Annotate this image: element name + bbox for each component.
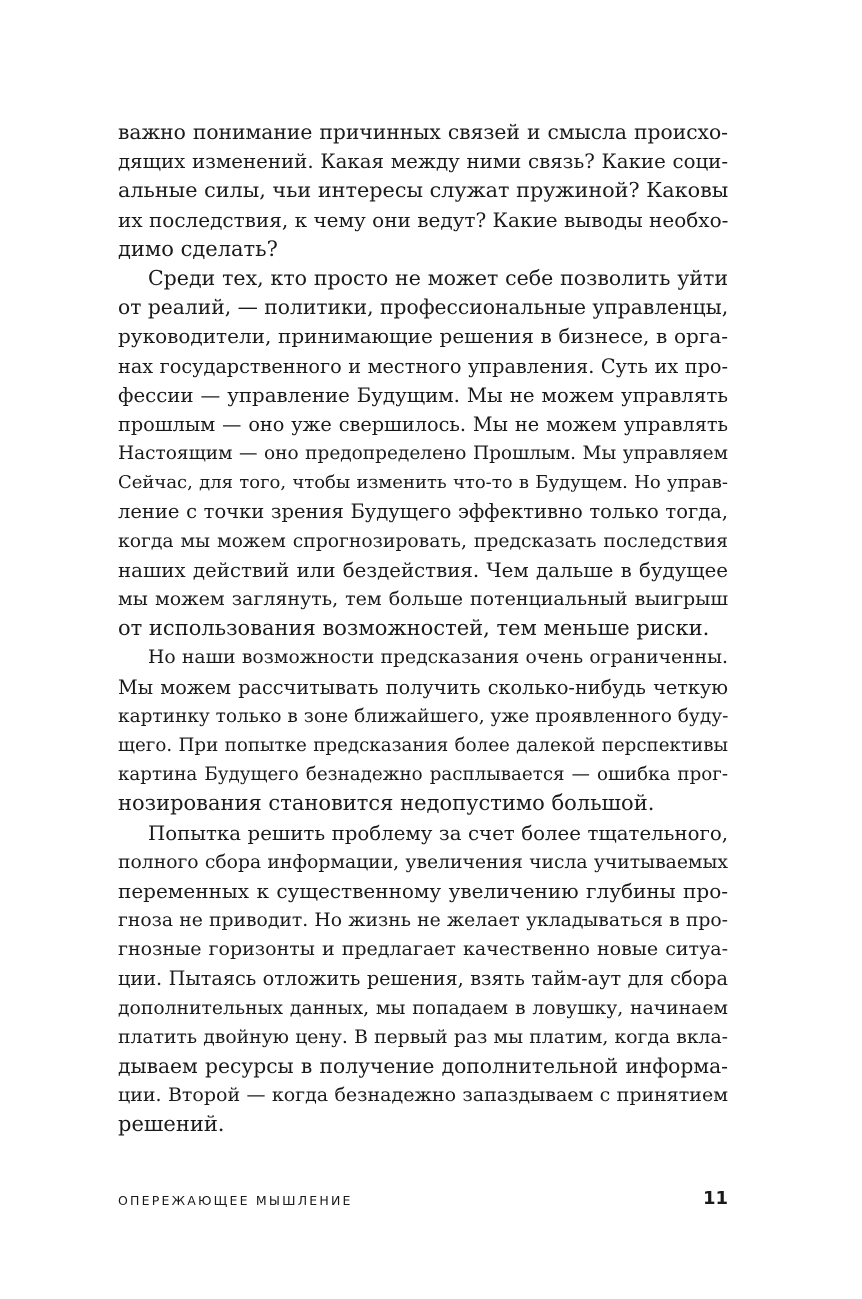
text-line: Но наши возможности предсказания очень ограниченны. xyxy=(148,647,728,669)
text-line: гноза не приводит. Но жизнь не желает укладываться в про- xyxy=(118,910,728,932)
text-line: прошлым — оно уже свершилось. Мы не можем управлять xyxy=(118,412,728,436)
paragraph xyxy=(118,118,728,264)
text-line: Сейчас, для того, чтобы изменить что-то в Будущем. Но управ- xyxy=(118,472,728,494)
text-line: фессии — управление Будущим. Мы не можем управлять xyxy=(118,383,728,407)
text-line: дываем ресурсы в получение дополнительной информа- xyxy=(118,1054,728,1078)
text-line: дящих изменений. Какая между ними связь? Какие соци- xyxy=(118,150,728,174)
paragraph xyxy=(118,643,728,818)
paragraph xyxy=(118,819,728,1140)
text-line: решений. xyxy=(118,1112,225,1137)
page-number: 11 xyxy=(702,1188,728,1209)
text-line: ции. Второй — когда безнадежно запаздываем с принятием xyxy=(118,1084,728,1107)
text-line: важно понимание причинных связей и смысла происхо- xyxy=(118,120,728,144)
text-line: Настоящим — оно предопределено Прошлым. Мы управляем xyxy=(118,443,728,465)
text-line: нозирования становится недопустимо большой. xyxy=(118,791,655,816)
text-line: гнозные горизонты и предлагает качественно новые ситуа- xyxy=(118,938,728,961)
text-line: полного сбора информации, увеличения числа учитываемых xyxy=(118,851,728,873)
text-line: наших действий или бездействия. Чем дальше в будущее xyxy=(118,558,728,582)
text-line: их последствия, к чему они ведут? Какие выводы необхо- xyxy=(118,207,729,232)
text-line: ление с точки зрения Будущего эффективно только тогда, xyxy=(118,500,728,524)
text-line: Мы можем рассчитывать получить сколько-нибудь четкую xyxy=(118,675,728,699)
text-line: руководители, принимающие решения в бизнесе, в орга- xyxy=(118,324,728,349)
text-line: картина Будущего безнадежно расплывается — ошибка прог- xyxy=(118,764,728,786)
text-line: дополнительных данных, мы попадаем в ловушку, начинаем xyxy=(118,997,728,1019)
running-title: ОПЕРЕЖАЮЩЕЕ МЫШЛЕНИЕ xyxy=(118,1193,353,1208)
text-line: щего. При попытке предсказания более далекой перспективы xyxy=(118,734,728,756)
text-line: переменных к существенному увеличению глубины про- xyxy=(118,878,728,903)
text-line: нах государственного и местного управления. Суть их про- xyxy=(118,354,728,378)
text-line: от реалий, — политики, профессиональные управленцы, xyxy=(118,295,729,320)
text-line: Попытка решить проблему за счет более тщательного, xyxy=(148,821,728,845)
text-line: Среди тех, кто просто не может себе позволить уйти xyxy=(148,265,728,290)
text-line: ции. Пытаясь отложить решения, взять тайм-аут для сбора xyxy=(118,967,728,991)
text-line: альные силы, чьи интересы служат пружиной? Каковы xyxy=(118,178,729,203)
text-line: димо сделать? xyxy=(118,236,278,261)
text-line: когда мы можем спрогнозировать, предсказать последствия xyxy=(118,530,728,552)
text-line: от использования возможностей, тем меньше риски. xyxy=(118,616,710,641)
text-line: мы можем заглянуть, тем больше потенциальный выигрыш xyxy=(118,588,728,610)
body-text xyxy=(118,118,728,1140)
text-line: картинку только в зоне ближайшего, уже проявленного буду- xyxy=(118,705,729,727)
text-line: платить двойную цену. В первый раз мы платим, когда вкла- xyxy=(118,1026,728,1048)
paragraph xyxy=(118,264,728,643)
